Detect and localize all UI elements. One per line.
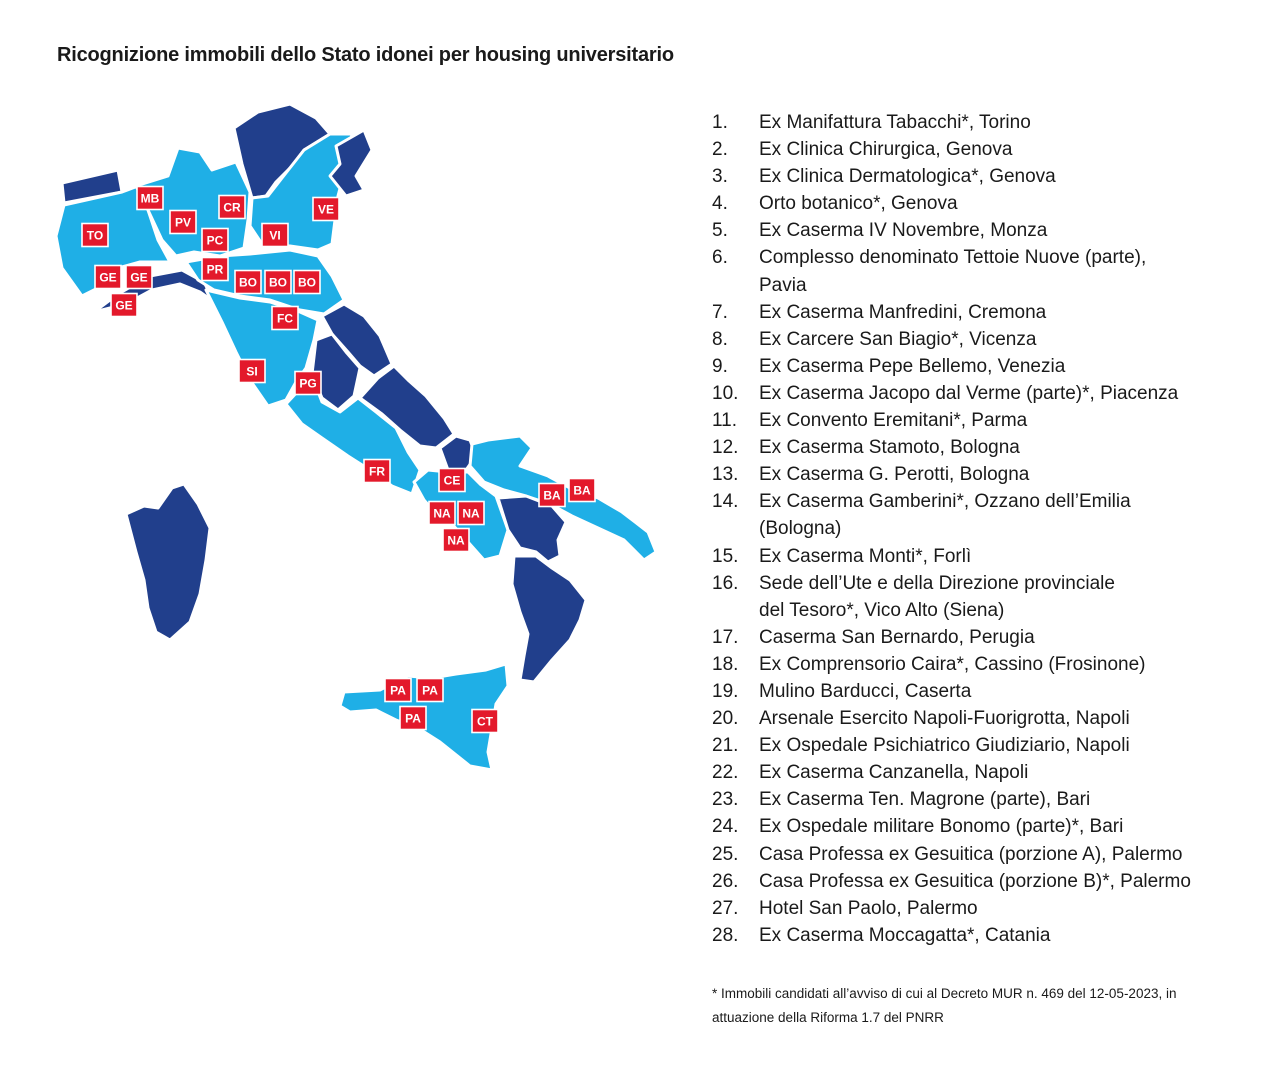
list-item-number: 3. bbox=[712, 166, 728, 188]
list-item-number: 2. bbox=[712, 139, 728, 161]
marker-label: GE bbox=[115, 298, 133, 313]
marker-label: BO bbox=[269, 275, 287, 290]
marker-label: GE bbox=[130, 270, 148, 285]
list-item-number: 28. bbox=[712, 924, 739, 946]
marker-label: PA bbox=[422, 683, 438, 698]
marker-label: BO bbox=[298, 275, 316, 290]
list-item-text: Sede dell’Ute e della Direzione provinciale bbox=[759, 572, 1115, 594]
marker-label: FR bbox=[369, 464, 385, 479]
location-marker bbox=[569, 479, 595, 502]
location-marker bbox=[202, 258, 228, 281]
location-marker bbox=[82, 224, 108, 247]
list-item-text: Ex Caserma Jacopo dal Verme (parte)*, Piacenza bbox=[759, 382, 1179, 404]
marker-label: PR bbox=[206, 262, 224, 277]
marker-label: FC bbox=[277, 311, 293, 326]
list-item-text-continued: del Tesoro*, Vico Alto (Siena) bbox=[759, 599, 1005, 621]
marker-label: NA bbox=[447, 533, 465, 548]
list-item-text: Ex Ospedale militare Bonomo (parte)*, Bari bbox=[759, 816, 1124, 838]
location-marker bbox=[539, 484, 565, 507]
list-item bbox=[712, 109, 1191, 136]
marker-label: CR bbox=[223, 200, 241, 215]
location-marker bbox=[294, 271, 320, 294]
location-marker bbox=[385, 679, 411, 702]
location-marker bbox=[95, 266, 121, 289]
list-item-text: Ex Caserma Gamberini*, Ozzano dell’Emilia bbox=[759, 491, 1131, 513]
marker-label: NA bbox=[433, 506, 451, 521]
list-item-number: 25. bbox=[712, 843, 739, 865]
list-item-text: Ex Ospedale Psichiatrico Giudiziario, Napoli bbox=[759, 735, 1130, 757]
list-item-text: Hotel San Paolo, Palermo bbox=[759, 897, 978, 919]
location-marker bbox=[272, 307, 298, 330]
list-item-text-continued: Pavia bbox=[759, 274, 807, 296]
location-marker bbox=[417, 679, 443, 702]
marker-label: PC bbox=[206, 233, 224, 248]
list-item-text: Ex Caserma Moccagatta*, Catania bbox=[759, 924, 1051, 946]
list-item-number: 17. bbox=[712, 626, 739, 648]
location-marker bbox=[219, 196, 245, 219]
list-item-text: Ex Caserma Ten. Magrone (parte), Bari bbox=[759, 789, 1091, 811]
list-item-number: 23. bbox=[712, 789, 739, 811]
list-item bbox=[712, 407, 1191, 434]
property-list bbox=[712, 109, 1191, 949]
list-item-number: 21. bbox=[712, 735, 739, 757]
list-item-text: Ex Caserma IV Novembre, Monza bbox=[759, 220, 1048, 242]
list-item bbox=[712, 624, 1191, 651]
list-item bbox=[712, 244, 1191, 298]
marker-label: CT bbox=[477, 714, 493, 729]
location-marker bbox=[313, 198, 339, 221]
list-item-text: Casa Professa ex Gesuitica (porzione A), Palermo bbox=[759, 843, 1183, 865]
list-item bbox=[712, 380, 1191, 407]
list-item-number: 6. bbox=[712, 247, 728, 269]
marker-label: TO bbox=[86, 228, 104, 243]
list-item-text: Orto botanico*, Genova bbox=[759, 193, 958, 215]
location-marker bbox=[262, 224, 288, 247]
list-item-number: 9. bbox=[712, 355, 728, 377]
list-item bbox=[712, 841, 1191, 868]
marker-label: PA bbox=[405, 711, 421, 726]
list-item-number: 18. bbox=[712, 653, 739, 675]
marker-label: GE bbox=[99, 270, 117, 285]
location-marker bbox=[364, 460, 390, 483]
list-item bbox=[712, 922, 1191, 949]
list-item-number: 16. bbox=[712, 572, 739, 594]
list-item bbox=[712, 163, 1191, 190]
list-item-text: Ex Comprensorio Caira*, Cassino (Frosinone) bbox=[759, 653, 1146, 675]
location-marker bbox=[202, 229, 228, 252]
location-marker bbox=[429, 502, 455, 525]
list-item bbox=[712, 136, 1191, 163]
list-item-text: Ex Caserma Pepe Bellemo, Venezia bbox=[759, 355, 1066, 377]
list-item bbox=[712, 299, 1191, 326]
list-item bbox=[712, 651, 1191, 678]
location-marker bbox=[400, 707, 426, 730]
list-item bbox=[712, 759, 1191, 786]
list-item bbox=[712, 353, 1191, 380]
marker-label: VE bbox=[317, 202, 335, 217]
location-marker bbox=[137, 187, 163, 210]
list-item-number: 15. bbox=[712, 545, 739, 567]
list-item-text: Ex Caserma Canzanella, Napoli bbox=[759, 762, 1029, 784]
list-item-number: 1. bbox=[712, 112, 728, 133]
list-item bbox=[712, 895, 1191, 922]
list-item-number: 26. bbox=[712, 870, 739, 892]
map-title: Ricognizione immobili dello Stato idonei per housing universitario bbox=[57, 44, 674, 66]
list-item-text: Arsenale Esercito Napoli-Fuorigrotta, Napoli bbox=[759, 708, 1130, 730]
list-item-number: 27. bbox=[712, 897, 739, 919]
location-marker bbox=[472, 710, 498, 733]
location-marker bbox=[235, 271, 261, 294]
list-item bbox=[712, 786, 1191, 813]
list-item bbox=[712, 868, 1191, 895]
marker-label: SI bbox=[246, 364, 258, 379]
list-item bbox=[712, 705, 1191, 732]
marker-label: PA bbox=[390, 683, 406, 698]
list-item bbox=[712, 190, 1191, 217]
location-marker bbox=[443, 529, 469, 552]
list-item-text: Ex Caserma Monti*, Forlì bbox=[759, 545, 972, 567]
list-item bbox=[712, 732, 1191, 759]
marker-label: BO bbox=[239, 275, 257, 290]
italy-map bbox=[0, 0, 700, 800]
list-item bbox=[712, 326, 1191, 353]
list-item-number: 13. bbox=[712, 464, 739, 486]
marker-label: PG bbox=[299, 376, 317, 391]
list-item bbox=[712, 217, 1191, 244]
region-sardegna bbox=[126, 484, 210, 640]
location-marker bbox=[126, 266, 152, 289]
location-marker bbox=[111, 294, 137, 317]
location-marker bbox=[295, 372, 321, 395]
marker-label: BA bbox=[573, 483, 591, 498]
list-item-number: 22. bbox=[712, 762, 739, 784]
marker-label: CE bbox=[443, 473, 461, 488]
list-item-text: Ex Clinica Chirurgica, Genova bbox=[759, 139, 1013, 161]
marker-label: MB bbox=[140, 191, 160, 206]
list-item-number: 24. bbox=[712, 816, 739, 838]
location-marker bbox=[170, 211, 196, 234]
list-item bbox=[712, 461, 1191, 488]
list-item-number: 20. bbox=[712, 708, 739, 730]
location-marker bbox=[458, 502, 484, 525]
list-item-number: 7. bbox=[712, 301, 728, 323]
region-calabria bbox=[512, 556, 586, 682]
list-item-number: 5. bbox=[712, 220, 728, 242]
list-item-number: 11. bbox=[712, 410, 738, 432]
list-item-number: 19. bbox=[712, 680, 739, 702]
marker-label: VI bbox=[269, 228, 281, 243]
list-item-text: Ex Convento Eremitani*, Parma bbox=[759, 410, 1028, 432]
list-item bbox=[712, 678, 1191, 705]
list-item bbox=[712, 813, 1191, 840]
list-item-text: Ex Carcere San Biagio*, Vicenza bbox=[759, 328, 1037, 350]
list-item-number: 10. bbox=[712, 382, 739, 404]
list-item-text: Mulino Barducci, Caserta bbox=[759, 680, 972, 702]
list-item bbox=[712, 488, 1191, 542]
list-item-text-continued: (Bologna) bbox=[759, 518, 842, 540]
list-item-text: Ex Caserma Stamoto, Bologna bbox=[759, 437, 1020, 459]
list-item-text: Ex Caserma Manfredini, Cremona bbox=[759, 301, 1047, 323]
list-item bbox=[712, 434, 1191, 461]
list-item-text: Ex Caserma G. Perotti, Bologna bbox=[759, 464, 1030, 486]
list-item-number: 4. bbox=[712, 193, 728, 215]
list-item-text: Ex Manifattura Tabacchi*, Torino bbox=[759, 112, 1031, 133]
list-item-text: Caserma San Bernardo, Perugia bbox=[759, 626, 1035, 648]
marker-label: PV bbox=[174, 215, 192, 230]
list-item-number: 14. bbox=[712, 491, 739, 513]
list-item bbox=[712, 570, 1191, 624]
marker-label: BA bbox=[543, 488, 561, 503]
location-marker bbox=[439, 469, 465, 492]
location-marker bbox=[239, 360, 265, 383]
location-marker bbox=[265, 271, 291, 294]
list-item-text: Casa Professa ex Gesuitica (porzione B)*, Palermo bbox=[759, 870, 1191, 892]
list-item-number: 12. bbox=[712, 437, 739, 459]
list-item bbox=[712, 543, 1191, 570]
footnote: * Immobili candidati all’avviso di cui al Decreto MUR n. 469 del 12-05-2023, in attuazione della Riforma 1.7 del PNRR bbox=[712, 986, 1177, 1025]
list-item-number: 8. bbox=[712, 328, 728, 350]
marker-label: NA bbox=[462, 506, 480, 521]
list-item-text: Complesso denominato Tettoie Nuove (parte), bbox=[759, 247, 1147, 269]
list-item-text: Ex Clinica Dermatologica*, Genova bbox=[759, 166, 1056, 188]
